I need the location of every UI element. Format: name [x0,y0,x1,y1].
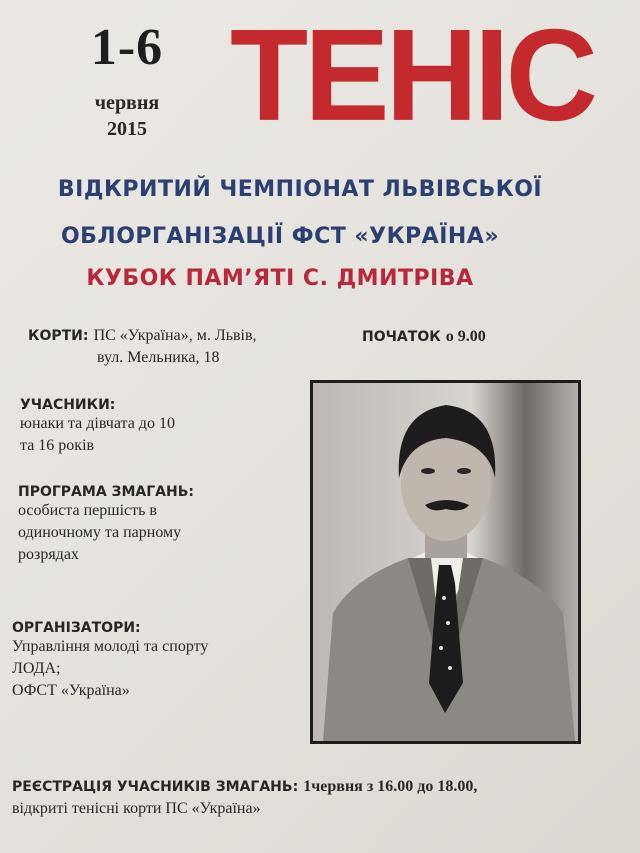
participants-label: УЧАСНИКИ: [20,397,116,413]
participants-section [20,397,290,457]
headline-organization: ОБЛОРГАНІЗАЦІЇ ФСТ «УКРАЇНА» [60,224,500,249]
program-label: ПРОГРАМА ЗМАГАНЬ: [18,484,194,500]
courts-address-line1: ПС «Україна», м. Львів, [93,327,257,344]
courts-address-line2: вул. Мельника, 18 [97,349,220,366]
registration-time: 1червня з 16.00 до 18.00, [303,778,478,795]
portrait-photo [310,380,581,744]
date-range: 1-6 [90,19,164,76]
organizers-label: ОРГАНІЗАТОРИ: [12,620,141,636]
start-time: о 9.00 [445,328,486,345]
organizers-line2: ЛОДА; [12,660,61,677]
headline-championship: ВІДКРИТИЙ ЧЕМПІОНАТ ЛЬВІВСЬКОЇ [57,177,543,202]
month: червня [94,92,160,114]
start-label: ПОЧАТОК [362,329,441,345]
start-section [362,326,486,348]
year: 2015 [107,118,147,140]
participants-line1: юнаки та дівчата до 10 [20,415,175,432]
program-line1: особиста першість в [18,502,157,519]
organizers-line1: Управління молоді та спорту [12,638,209,655]
organizers-line3: ОФСТ «Україна» [12,682,130,699]
participants-line2: та 16 років [20,437,95,454]
program-line2: одиночному та парному [18,524,182,541]
registration-label: РЕЄСТРАЦІЯ УЧАСНИКІВ ЗМАГАНЬ: [12,779,299,795]
organizers-section [12,620,312,702]
program-line3: розрядах [18,546,79,563]
event-dates [72,20,182,142]
courts-section [28,325,328,369]
program-section [18,484,288,566]
registration-section [12,776,632,820]
courts-label: КОРТИ: [28,328,89,344]
poster-title: ТЕНІС [230,2,594,149]
headline-memorial-cup: КУБОК ПАМ’ЯТІ С. ДМИТРІВА [86,266,474,291]
portrait-illustration [313,383,578,741]
registration-location: відкриті тенісні корти ПС «Україна» [12,800,261,817]
